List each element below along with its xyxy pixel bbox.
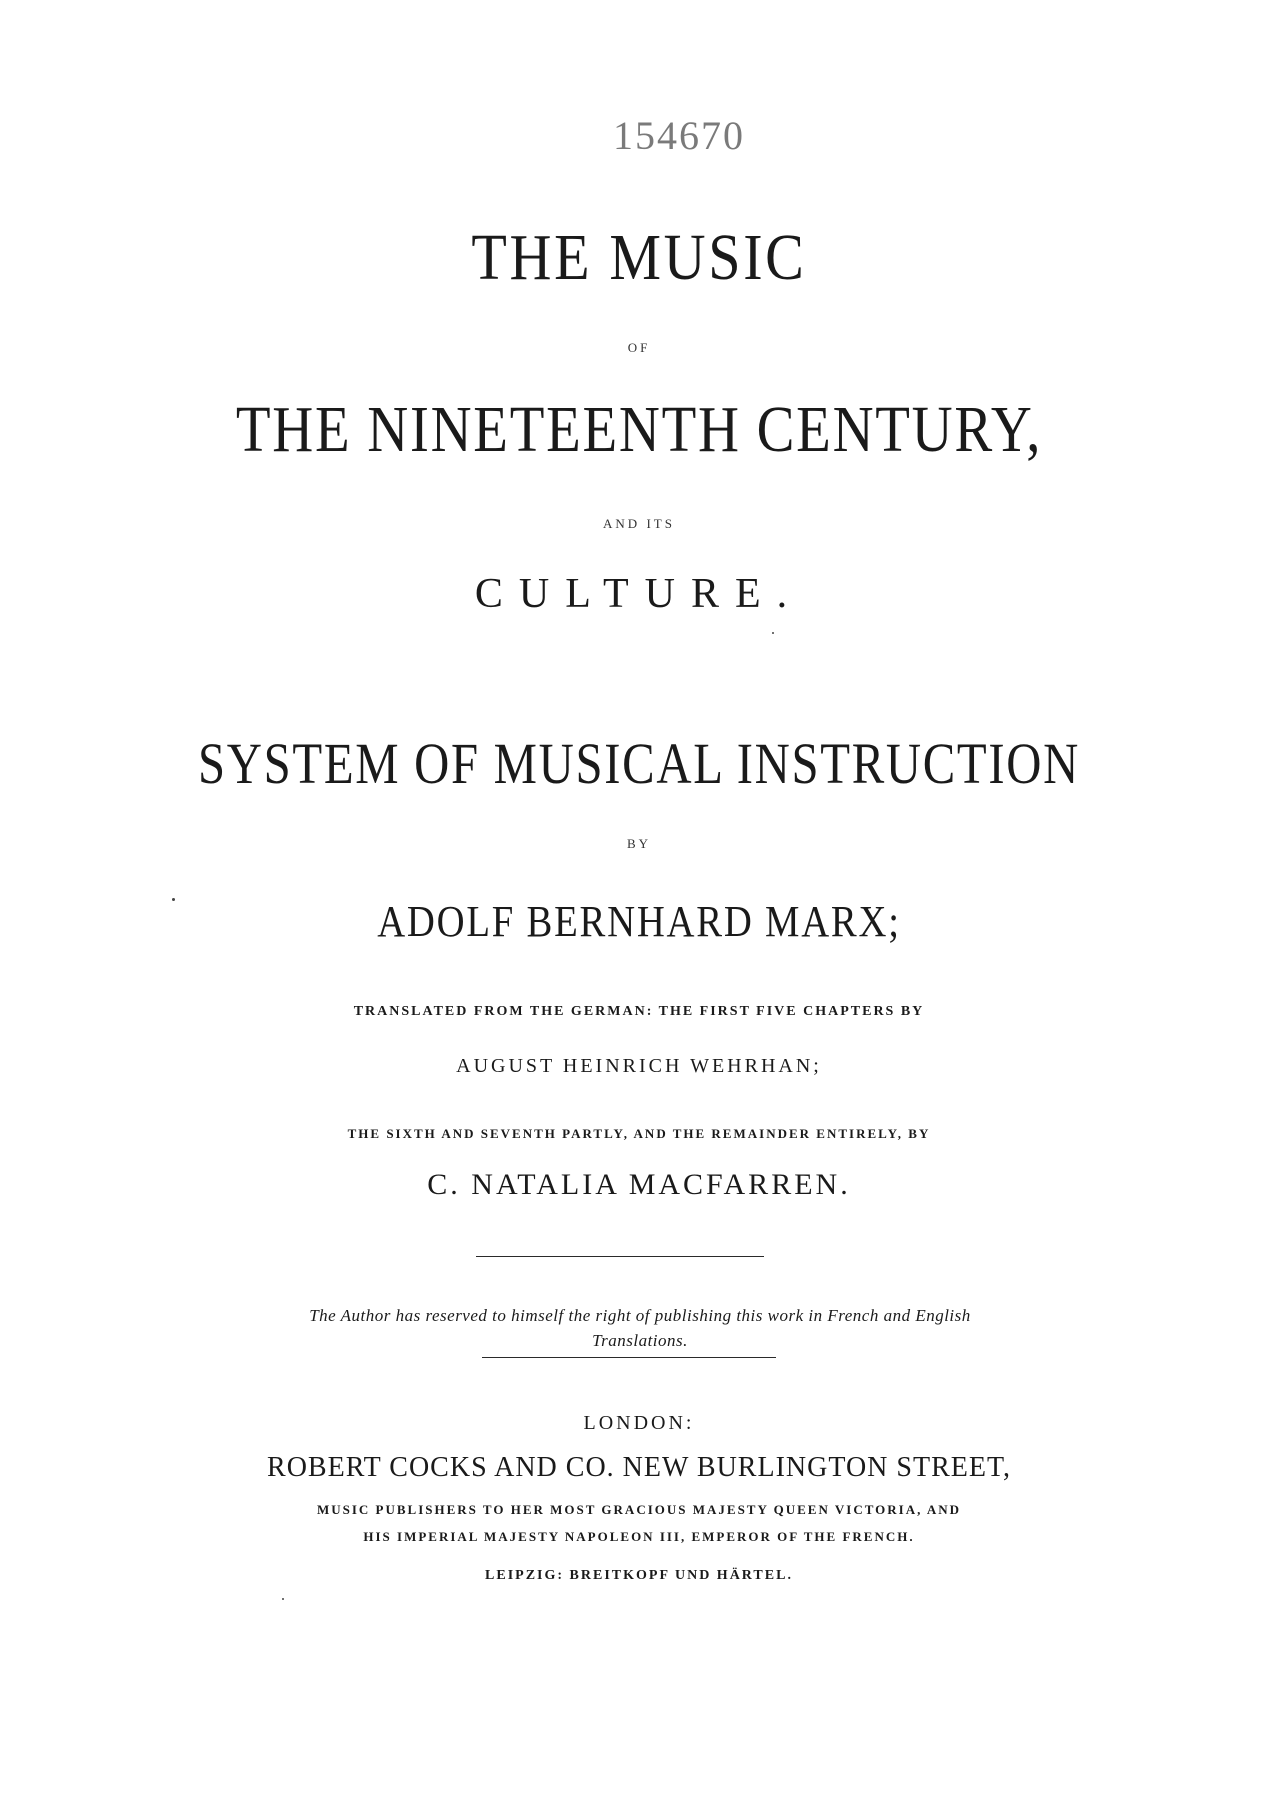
translation-credit-line2: THE SIXTH AND SEVENTH PARTLY, AND THE REMAINDER ENTIRELY, BY xyxy=(347,1126,931,1141)
author-name: ADOLF BERNHARD MARX; xyxy=(377,897,901,946)
translator-wehrhan: AUGUST HEINRICH WEHRHAN; xyxy=(456,1055,822,1077)
imprint-royal-line1: MUSIC PUBLISHERS TO HER MOST GRACIOUS MAJESTY QUEEN VICTORIA, AND xyxy=(316,1502,962,1517)
translator-macfarren: C. NATALIA MACFARREN. xyxy=(427,1168,851,1201)
paper-speck xyxy=(772,632,774,634)
divider-rule-top xyxy=(476,1256,764,1257)
connector-and-its: AND ITS xyxy=(603,516,675,531)
title-line-century: THE NINETEENTH CENTURY, xyxy=(235,393,1043,466)
paper-speck xyxy=(172,898,175,901)
rights-notice: The Author has reserved to himself the right of publishing this work in French and English Translations. xyxy=(309,1306,971,1350)
imprint-royal-line2: HIS IMPERIAL MAJESTY NAPOLEON III, EMPEROR OF THE FRENCH. xyxy=(363,1529,915,1544)
imprint-city: LONDON: xyxy=(583,1412,695,1434)
connector-of: OF xyxy=(627,340,651,355)
connector-by: BY xyxy=(626,836,652,851)
divider-rule-bottom xyxy=(482,1357,776,1358)
paper-speck xyxy=(282,1598,284,1600)
accession-number: 154670 xyxy=(613,113,745,158)
imprint-leipzig: LEIPZIG: BREITKOPF UND HÄRTEL. xyxy=(485,1568,793,1583)
title-line-music: THE MUSIC xyxy=(471,221,807,294)
imprint-publisher: ROBERT COCKS AND CO. NEW BURLINGTON STREET, xyxy=(267,1452,1011,1483)
translation-credit-line1: TRANSLATED FROM THE GERMAN: THE FIRST FIVE CHAPTERS BY xyxy=(353,1004,925,1019)
subtitle: SYSTEM OF MUSICAL INSTRUCTION xyxy=(197,731,1080,796)
title-line-culture: CULTURE. xyxy=(474,571,804,617)
